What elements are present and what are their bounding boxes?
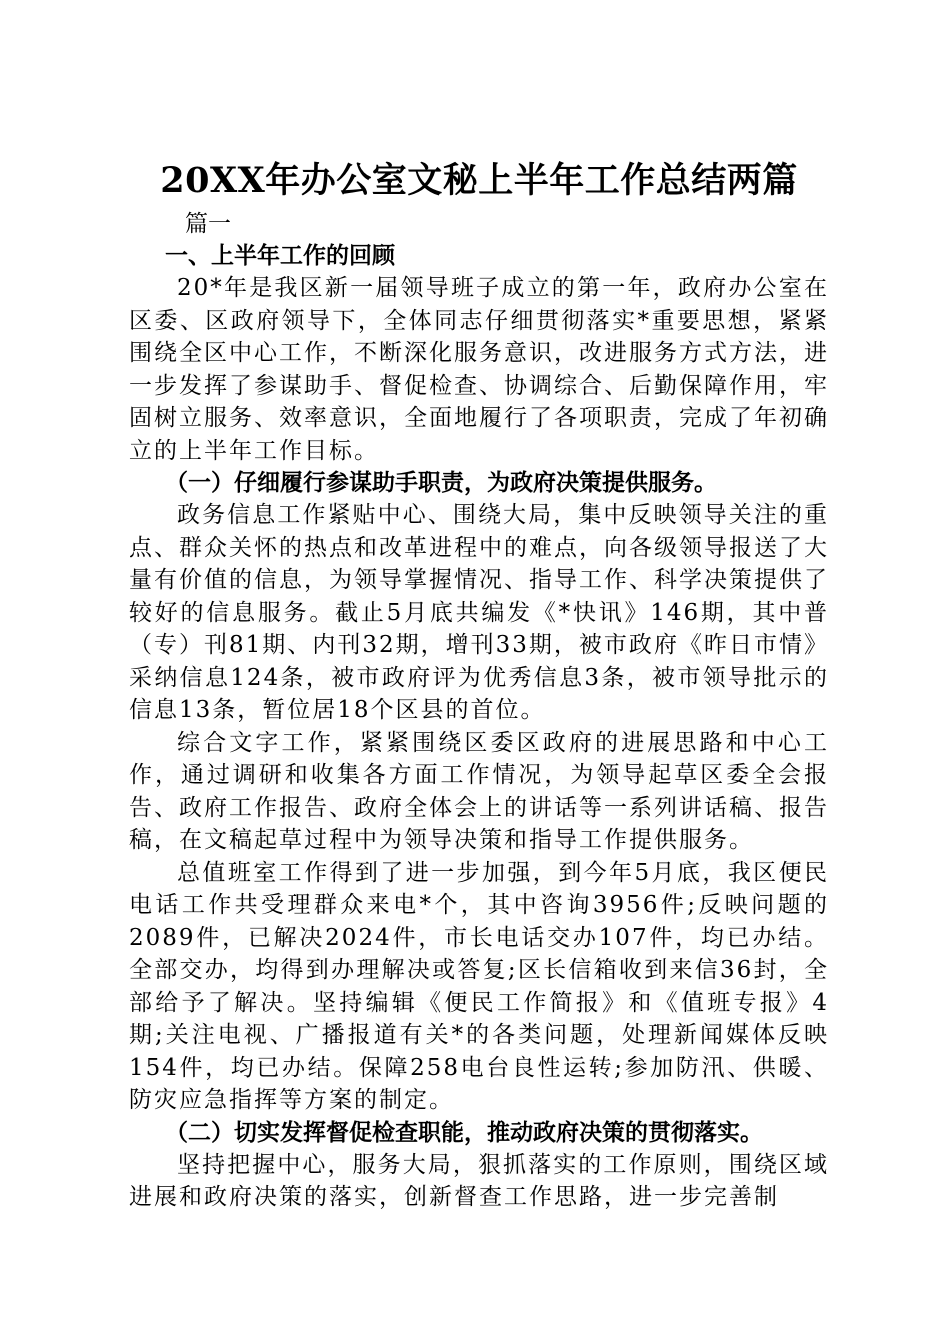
document-title: 20XX年办公室文秘上半年工作总结两篇 [160,160,798,201]
section-heading: 一、上半年工作的回顾 [165,243,395,269]
paragraph: 20*年是我区新一届领导班子成立的第一年，政府办公室在区委、区政府领导下，全体同志仔细贯彻落实*重要思想，紧紧围绕全区中心工作，不断深化服务意识，改进服务方式方法，进一步发挥了参谋助手、督促检查、协调综合、后勤保障作用，牢固树立服务、效率意识，全面地履行了各项职责，完成了年初确立的上半年工作目标。 [129,275,829,464]
part-label: 篇一 [185,211,231,237]
document-page [129,158,829,1214]
paragraph: 综合文字工作，紧紧围绕区委区政府的进展思路和中心工作，通过调研和收集各方面工作情况，为领导起草区委全会报告、政府工作报告、政府全体会上的讲话等一系列讲话稿、报告稿，在文稿起草过程中为领导决策和指导工作提供服务。 [129,729,829,853]
subsection-heading: （一）仔细履行参谋助手职责，为政府决策提供服务。 [165,470,717,496]
paragraph: 总值班室工作得到了进一步加强，到今年5月底，我区便民电话工作共受理群众来电*个，其中咨询3956件;反映问题的2089件，已解决2024件，市长电话交办107件，均已办结。全部交办，均得到办理解决或答复;区长信箱收到来信36封，全部给予了解决。坚持编辑《便民工作简报》和《值班专报》4期;关注电视、广播报道有关*的各类问题，处理新闻媒体反映154件，均已办结。保障258电台良性运转;参加防汛、供暖、防灾应急指挥等方案的制定。 [129,859,829,1113]
subsection-heading: （二）切实发挥督促检查职能，推动政府决策的贯彻落实。 [165,1119,763,1146]
paragraph: 坚持把握中心，服务大局，狠抓落实的工作原则，围绕区域进展和政府决策的落实，创新督查工作思路，进一步完善制 [129,1151,829,1210]
paragraph: 政务信息工作紧贴中心、围绕大局，集中反映领导关注的重点、群众关怀的热点和改革进程中的难点，向各级领导报送了大量有价值的信息，为领导掌握情况、指导工作、科学决策提供了较好的信息服务。截止5月底共编发《*快讯》146期，其中普（专）刊81期、内刊32期，增刊33期，被市政府《昨日市情》采纳信息124条，被市政府评为优秀信息3条，被市领导批示的信息13条，暂位居18个区县的首位。 [129,502,829,723]
